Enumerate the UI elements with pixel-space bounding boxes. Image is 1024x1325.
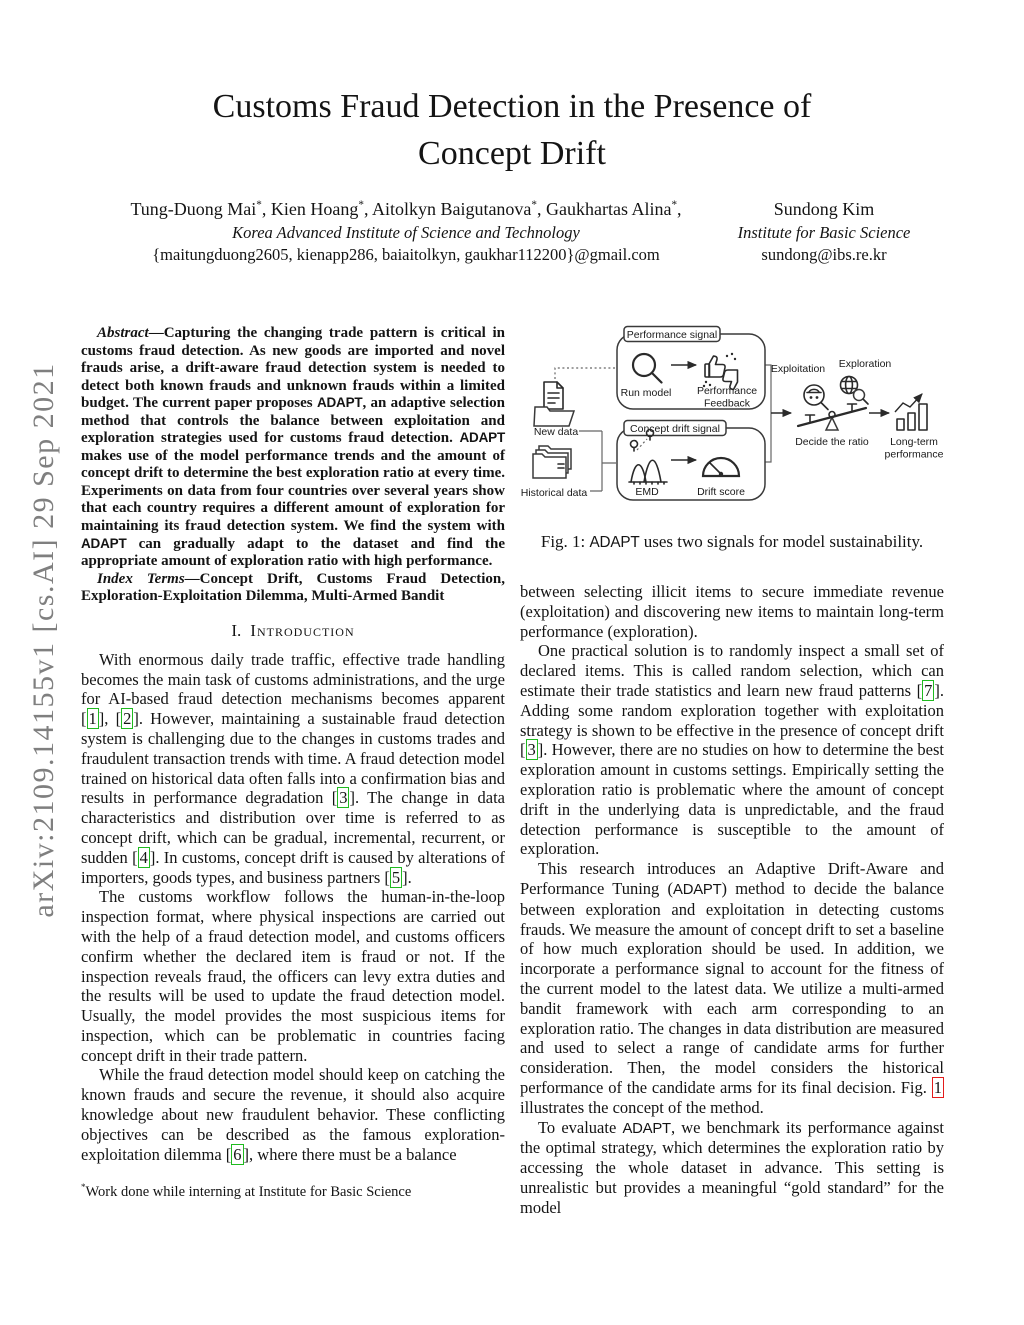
- concept-drift-label: Concept drift signal: [630, 422, 720, 435]
- new-data-to-performance-connector: [555, 368, 616, 379]
- detective-magnifier-icon: [804, 385, 828, 410]
- figure-1: [520, 325, 944, 552]
- section-title: Introduction: [250, 620, 355, 640]
- bar-chart-icon: [895, 394, 927, 430]
- email-kaist: {maitungduong2605, kienapp286, baiaitolkyn, gaukhar112200}@gmail.com: [152, 245, 660, 264]
- paragraph-right-2: One practical solution is to randomly inspect a small set of declared items. This is called random selection, which can estimate their trade statistics and learn new fraud patterns [ 7 ]. Adding some random exploration together with exploitation strategy is shown to be effective in the presence of concept drift [ 3 ]. However, there are no studies on how to determine the best exploration amount in customs settings. Empirically setting the exploration ratio is problematic where the amount of concept drift in the underlying data is unpredictable, and the fraud detection performance is susceptible to the amount of exploration.: [520, 641, 944, 859]
- figure-1-diagram: [520, 325, 944, 517]
- data-to-drift-connector: [579, 431, 616, 491]
- title-line-2: Concept Drift: [418, 134, 606, 172]
- author-block-kaist: [100, 199, 712, 265]
- longterm-label-2: performance: [884, 448, 944, 461]
- author-block-ibs: [706, 199, 942, 265]
- run-model-label: Run model: [620, 387, 672, 399]
- affiliation-ibs: Institute for Basic Science: [737, 223, 911, 242]
- signals-bracket-connector: [765, 365, 771, 462]
- footnote-symbol: *: [81, 1182, 86, 1193]
- paragraph-right-3: This research introduces an Adaptive Drift-Aware and Performance Tuning (ADAPT) method to decide the balance between exploration and exploitation in detecting customs frauds. We measure the amount of concept drift to set a baseline of how much exploration should be used. In addition, we incorporate a performance signal to account for the fitness of the current model to the latest data. We utilize a multi-armed bandit framework with each arm corresponding to an exploration ratio. The changes in data distribution are measured and used to select a range of candidate arms for further consideration. Then, the model considers the historical performance of the candidate arms for its final decision. Fig. 1 illustrates the concept of the method.: [520, 859, 944, 1117]
- index-terms: Index Terms—Concept Drift, Customs Fraud Detection, Exploration-Exploitation Dilemma, Multi-Armed Bandit: [81, 570, 505, 605]
- abstract: Abstract—Capturing the changing trade pattern is critical in customs fraud detection. As new goods are imported and novel frauds arise, a drift-aware fraud detection system is needed to detect both known frauds and unknown frauds within a limited budget. The current paper proposes ADAPT, an adaptive selection method that controls the balance between exploitation and exploration strategies used for customs fraud detection. ADAPT makes use of the model performance trends and the amount of concept drift to determine the best exploration ratio at every time. Experiments on data from four countries over several years show that each country requires a different amount of exploration for maintaining its fraud detection system. We find the system with ADAPT can gradually adapt to the dataset and find the appropriate amount of exploration ratio with high performance.: [81, 325, 505, 570]
- author-names: Tung-Duong Mai*, Kien Hoang*, Aitolkyn Baigutanova*, Gaukhartas Alina*,: [130, 199, 682, 219]
- figure-caption: Fig. 1: ADAPT uses two signals for model sustainability.: [540, 532, 924, 551]
- longterm-label-1: Long-term: [890, 436, 938, 448]
- title-line-1: Customs Fraud Detection in the Presence of: [212, 88, 812, 125]
- footnote-text: Work done while interning at Institute for Basic Science: [85, 1184, 412, 1201]
- historical-data-icon: [533, 446, 571, 478]
- new-data-icon: [534, 382, 574, 426]
- affiliation-kaist: Korea Advanced Institute of Science and Technology: [232, 223, 580, 242]
- exploitation-label: Exploitation: [770, 363, 826, 375]
- seesaw-icon: [798, 404, 866, 430]
- emd-label: EMD: [635, 486, 659, 498]
- paragraph-intro-3: While the fraud detection model should keep on catching the known frauds and secure the revenue, it should also acquire knowledge about new fraudulent behavior. These conflicting objectives can be described as the famous exploration-exploitation dilemma [ 6 ], where there must be a balance: [81, 1065, 505, 1164]
- footnote: [81, 1184, 505, 1201]
- email-ibs: sundong@ibs.re.kr: [761, 245, 887, 264]
- exploration-label: Exploration: [838, 358, 892, 370]
- left-column: [81, 325, 505, 1201]
- right-column: [520, 325, 944, 1218]
- paragraph-intro-2: The customs workflow follows the human-in-the-loop inspection format, where physical inspections are carried out with the help of a fraud detection model, and customs officers confirm whether the declared item is fraud or not. If the inspection reveals fraud, the officers can levy extra duties and the results will be used to update the fraud detection model. Usually, the model provides the most suspicious items for inspection, which can be problematic in countries facing concept drift in their trade pattern.: [81, 887, 505, 1065]
- section-heading-introduction: [81, 621, 505, 641]
- paragraph-intro-1: With enormous daily trade traffic, effective trade handling becomes the main task of customs administrations, and the urge for AI-based fraud detection mechanisms becomes apparent [ 1 ], [ 2 ]. However, maintaining a sustainable fraud detection system is challenging due to the changes in customs trades and fraudulent transaction trends with time. A fraud detection model trained on historical data often falls into a confirmation bias and results in performance degradation [ 3 ]. The change in data characteristics and distribution over time is referred to as concept drift, which can be gradual, incremental, recurrent, or sudden [ 4 ]. In customs, concept drift is caused by alterations of importers, goods types, and business partners [ 5 ].: [81, 649, 506, 887]
- performance-feedback-label-2: Feedback: [703, 397, 751, 410]
- author-name-sundong: Sundong Kim: [773, 199, 875, 219]
- paper-title: [0, 84, 1024, 178]
- drift-score-label: Drift score: [697, 486, 745, 498]
- decide-ratio-label: Decide the ratio: [795, 436, 869, 448]
- historical-data-label: Historical data: [520, 487, 588, 499]
- section-number: I.: [231, 620, 242, 640]
- performance-signal-label: Performance signal: [626, 328, 718, 341]
- performance-feedback-label-1: Performance: [696, 385, 758, 397]
- new-data-label: New data: [533, 426, 579, 438]
- arxiv-watermark: arXiv:2109.14155v1 [cs.AI] 29 Sep 2021: [27, 362, 60, 918]
- globe-magnifier-icon: [841, 377, 869, 405]
- paragraph-right-4: To evaluate ADAPT, we benchmark its performance against the optimal strategy, which determines the exploration ratio by accessing the whole dataset in advance. This setting is unrealistic but provides a meaningful “gold standard” for the model: [520, 1117, 945, 1217]
- paragraph-right-1: between selecting illicit items to secure immediate revenue (exploitation) and discovering new items to maintain long-term performance (exploration).: [520, 582, 944, 641]
